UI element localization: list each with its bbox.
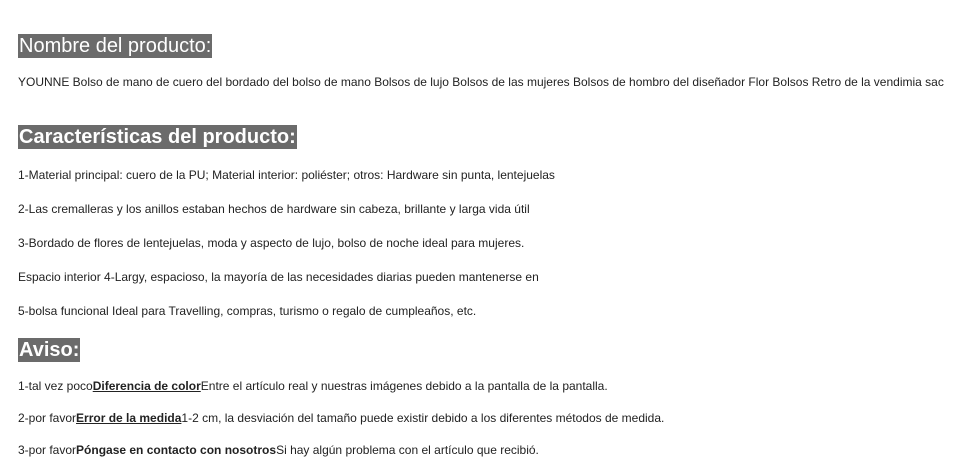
notice-item xyxy=(18,378,608,395)
notice-heading: Aviso: xyxy=(19,339,80,361)
notice-emphasis: Error de la medida xyxy=(76,411,182,425)
notice-item xyxy=(18,442,539,459)
features-heading: Características del producto: xyxy=(19,126,296,148)
notice-item xyxy=(18,410,664,427)
notice-suffix: 1-2 cm, la desviación del tamaño puede existir debido a los diferentes métodos de medida. xyxy=(181,411,665,425)
feature-item: 5-bolsa funcional Ideal para Travelling, compras, turismo o regalo de cumpleaños, etc. xyxy=(18,304,477,318)
notice-emphasis: Diferencia de color xyxy=(92,379,201,393)
feature-item: 2-Las cremalleras y los anillos estaban hechos de hardware sin cabeza, brillante y larga vida útil xyxy=(18,202,530,216)
product-name-heading: Nombre del producto: xyxy=(19,35,212,57)
product-name-text: YOUNNE Bolso de mano de cuero del bordado del bolso de mano Bolsos de lujo Bolsos de las mujeres Bolsos de hombro del diseñador Flor Bolsos Retro de la vendimia sac xyxy=(18,75,944,89)
notice-prefix: 1-tal vez poco xyxy=(18,379,93,393)
feature-item: Espacio interior 4-Largy, espacioso, la mayoría de las necesidades diarias pueden mantenerse en xyxy=(18,270,539,284)
notice-prefix: 2-por favor xyxy=(18,411,77,425)
notice-suffix: Entre el artículo real y nuestras imágenes debido a la pantalla de la pantalla. xyxy=(200,379,608,393)
notice-prefix: 3-por favor xyxy=(18,443,77,457)
notice-emphasis: Póngase en contacto con nosotros xyxy=(76,443,277,457)
notice-suffix: Si hay algún problema con el artículo que recibió. xyxy=(276,443,539,457)
feature-item: 1-Material principal: cuero de la PU; Material interior: poliéster; otros: Hardware sin punta, lentejuelas xyxy=(18,168,555,182)
feature-item: 3-Bordado de flores de lentejuelas, moda y aspecto de lujo, bolso de noche ideal para mujeres. xyxy=(18,236,525,250)
